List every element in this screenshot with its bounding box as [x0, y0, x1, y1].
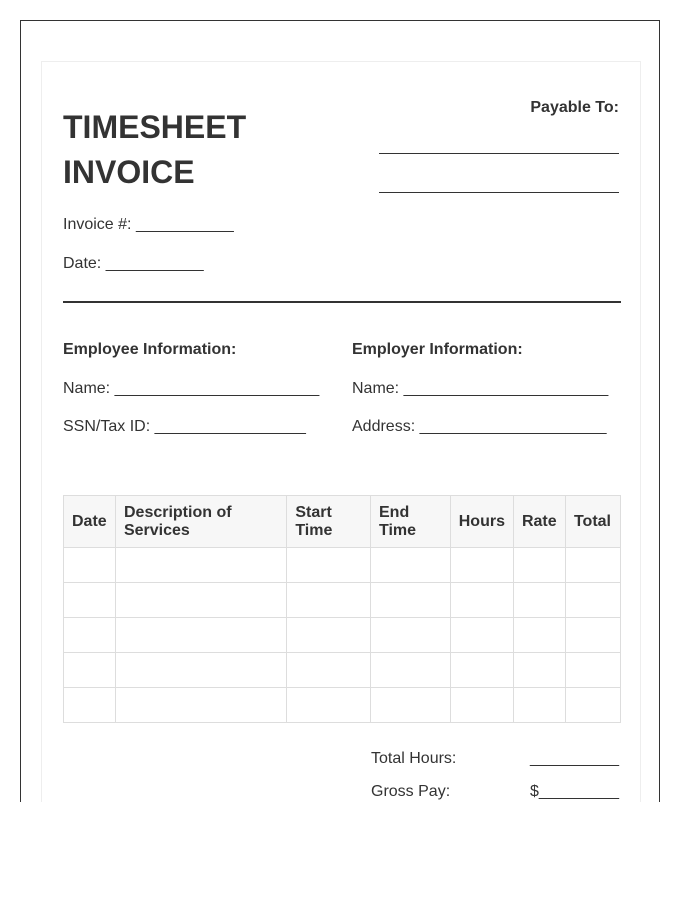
payable-to-label: Payable To: — [530, 99, 619, 116]
employee-ssn-field[interactable] — [63, 418, 306, 436]
table-row — [64, 583, 621, 618]
invoice-date-label: Date: — [63, 255, 102, 272]
table-cell[interactable] — [565, 548, 620, 583]
table-cell[interactable] — [565, 653, 620, 688]
employee-ssn-blank[interactable]: _________________ — [154, 418, 306, 435]
table-cell[interactable] — [287, 583, 371, 618]
table-cell[interactable] — [115, 548, 286, 583]
table-cell[interactable] — [513, 618, 565, 653]
header-divider — [63, 301, 621, 303]
invoice-date-field[interactable] — [63, 255, 204, 273]
employee-info-heading: Employee Information: — [63, 341, 237, 358]
table-cell[interactable] — [287, 688, 371, 723]
column-header-date: Date — [64, 496, 116, 548]
table-cell[interactable] — [371, 653, 451, 688]
table-cell[interactable] — [450, 583, 513, 618]
employer-name-label: Name: — [352, 380, 400, 397]
employee-name-label: Name: — [63, 380, 111, 397]
table-cell[interactable] — [371, 618, 451, 653]
table-cell[interactable] — [565, 583, 620, 618]
gross-pay-blank[interactable]: $_________ — [530, 783, 619, 800]
table-cell[interactable] — [287, 548, 371, 583]
table-cell[interactable] — [513, 583, 565, 618]
table-row — [64, 688, 621, 723]
employer-address-label: Address: — [352, 418, 416, 435]
column-header-end-time: End Time — [371, 496, 451, 548]
services-table — [63, 495, 621, 723]
page-title — [63, 105, 363, 195]
table-cell[interactable] — [565, 618, 620, 653]
title-line-1: TIMESHEET — [63, 109, 247, 145]
employee-name-blank[interactable]: _______________________ — [114, 380, 320, 397]
payable-to-line-1[interactable] — [379, 153, 619, 154]
document-frame — [20, 20, 660, 802]
table-cell[interactable] — [64, 618, 116, 653]
table-cell[interactable] — [513, 548, 565, 583]
table-cell[interactable] — [64, 583, 116, 618]
table-cell[interactable] — [450, 548, 513, 583]
table-cell[interactable] — [115, 618, 286, 653]
table-cell[interactable] — [115, 653, 286, 688]
invoice-number-field[interactable] — [63, 216, 234, 234]
employer-address-blank[interactable]: _____________________ — [419, 418, 607, 435]
column-header-description: Description of Services — [115, 496, 286, 548]
table-cell[interactable] — [371, 548, 451, 583]
invoice-number-blank[interactable]: ___________ — [135, 216, 234, 233]
invoice-number-label: Invoice #: — [63, 216, 132, 233]
employer-address-field[interactable] — [352, 418, 606, 436]
table-cell[interactable] — [64, 688, 116, 723]
total-hours-label: Total Hours: — [371, 750, 457, 767]
column-header-start-time: Start Time — [287, 496, 371, 548]
table-cell[interactable] — [565, 688, 620, 723]
table-cell[interactable] — [450, 653, 513, 688]
gross-pay-label: Gross Pay: — [371, 783, 451, 800]
table-cell[interactable] — [64, 548, 116, 583]
employee-ssn-label: SSN/Tax ID: — [63, 418, 151, 435]
total-hours-blank[interactable]: __________ — [530, 750, 619, 767]
table-header-row — [64, 496, 621, 548]
table-cell[interactable] — [64, 653, 116, 688]
employee-name-field[interactable] — [63, 380, 319, 398]
table-cell[interactable] — [450, 688, 513, 723]
table-cell[interactable] — [287, 618, 371, 653]
table-body — [64, 548, 621, 723]
column-header-hours: Hours — [450, 496, 513, 548]
table-cell[interactable] — [513, 653, 565, 688]
title-line-2: INVOICE — [63, 154, 195, 190]
table-cell[interactable] — [513, 688, 565, 723]
table-cell[interactable] — [287, 653, 371, 688]
table-row — [64, 618, 621, 653]
column-header-rate: Rate — [513, 496, 565, 548]
table-cell[interactable] — [371, 583, 451, 618]
column-header-total: Total — [565, 496, 620, 548]
table-cell[interactable] — [371, 688, 451, 723]
employer-name-blank[interactable]: _______________________ — [403, 380, 609, 397]
table-cell[interactable] — [450, 618, 513, 653]
table-row — [64, 653, 621, 688]
employer-name-field[interactable] — [352, 380, 608, 398]
table-cell[interactable] — [115, 688, 286, 723]
table-cell[interactable] — [115, 583, 286, 618]
table-row — [64, 548, 621, 583]
employer-info-heading: Employer Information: — [352, 341, 523, 358]
invoice-date-blank[interactable]: ___________ — [105, 255, 204, 272]
payable-to-line-2[interactable] — [379, 192, 619, 193]
